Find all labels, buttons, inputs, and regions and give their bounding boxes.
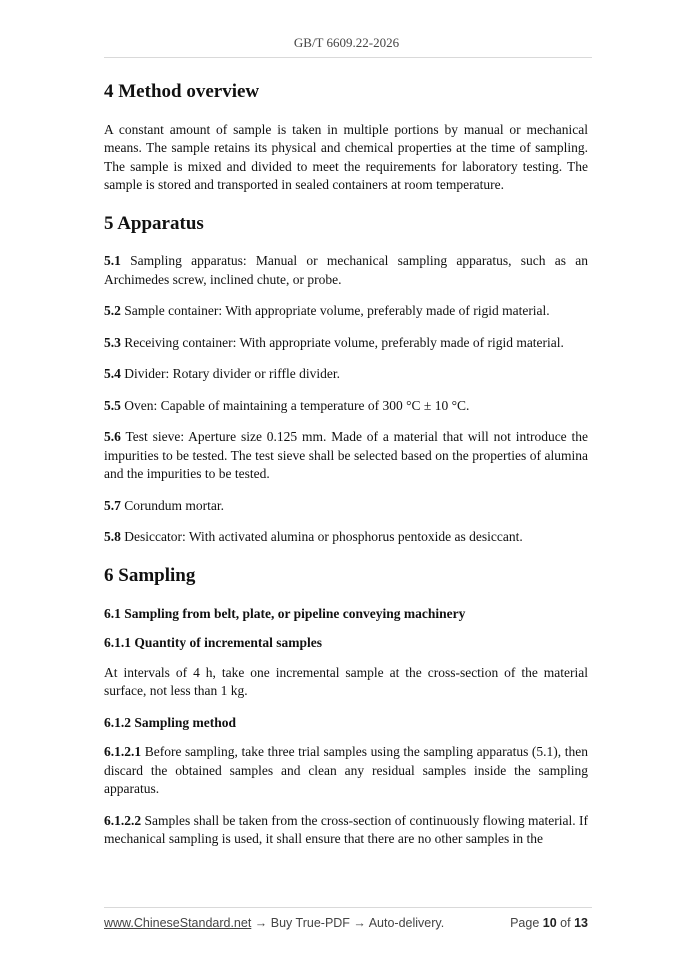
apparatus-item <box>104 302 588 321</box>
of-label: of <box>560 916 571 930</box>
promo-text: → Buy True-PDF → Auto-delivery. <box>251 916 445 930</box>
clause-number: 5.3 <box>104 334 121 350</box>
clause-number: 5.8 <box>104 529 121 545</box>
clause-text: Corundum mortar. <box>120 497 224 513</box>
document-body <box>104 80 588 862</box>
clause-text: Receiving container: With appropriate volume, preferably made of rigid material. <box>120 334 564 350</box>
subsection-6-1-2-heading: 6.1.2 Sampling method <box>104 714 237 730</box>
clause-number: 5.5 <box>104 397 121 413</box>
clause-text: Test sieve: Aperture size 0.125 mm. Made of a material that will not introduce the impurities to be tested. The test sieve shall be selected based on the properties of alumina and the impurities to be tested. <box>104 429 588 482</box>
section-5-heading: 5 Apparatus <box>104 212 204 234</box>
page-current: 10 <box>542 916 557 930</box>
page-indicator <box>510 916 588 930</box>
apparatus-item <box>104 252 588 289</box>
header-divider <box>104 57 592 58</box>
apparatus-item <box>104 428 588 484</box>
page-header <box>0 35 693 51</box>
subsection-6-1-1-heading: 6.1.1 Quantity of incremental samples <box>104 635 322 651</box>
clause-number: 5.6 <box>104 429 121 445</box>
clause-number: 5.4 <box>104 366 121 382</box>
page-label: Page <box>510 916 540 930</box>
clause-number: 5.7 <box>104 497 121 513</box>
footer-divider <box>104 907 592 908</box>
subsection-6-1-heading: 6.1 Sampling from belt, plate, or pipeline conveying machinery <box>104 605 466 621</box>
apparatus-item <box>104 397 588 416</box>
site-link[interactable]: www.ChineseStandard.net <box>104 916 252 930</box>
clause-text: Divider: Rotary divider or riffle divider. <box>120 366 340 382</box>
clause-text: Samples shall be taken from the cross-section of continuously flowing material. If mechanical sampling is used, it shall ensure that there are no other samples in the <box>104 812 588 847</box>
section-4-heading: 4 Method overview <box>104 81 260 102</box>
clause-text: Sample container: With appropriate volume, preferably made of rigid material. <box>120 303 550 319</box>
clause-number: 5.1 <box>104 253 121 269</box>
subsection-6-1-1-paragraph: At intervals of 4 h, take one incremental sample at the cross-section of the material surface, not less than 1 kg. <box>104 664 588 699</box>
apparatus-item <box>104 497 588 516</box>
sampling-clause <box>104 743 588 799</box>
clause-text: Oven: Capable of maintaining a temperature of 300 °C ± 10 °C. <box>120 397 470 413</box>
section-6-heading: 6 Sampling <box>104 564 196 586</box>
apparatus-item <box>104 528 588 547</box>
footer-promo <box>104 916 444 930</box>
standard-code: GB/T 6609.22-2026 <box>293 35 400 50</box>
clause-number: 5.2 <box>104 303 121 319</box>
clause-number: 6.1.2.1 <box>104 744 142 760</box>
clause-text: Sampling apparatus: Manual or mechanical sampling apparatus, such as an Archimedes screw, inclined chute, or probe. <box>104 253 588 287</box>
apparatus-item <box>104 365 588 384</box>
sampling-clause <box>104 812 588 849</box>
clause-number: 6.1.2.2 <box>104 812 142 828</box>
clause-text: Before sampling, take three trial samples using the sampling apparatus (5.1), then discard the obtained samples and clean any residual samples inside the sampling apparatus. <box>104 744 588 797</box>
page-total: 13 <box>574 916 588 930</box>
clause-text: Desiccator: With activated alumina or phosphorus pentoxide as desiccant. <box>120 529 523 545</box>
apparatus-item <box>104 334 588 353</box>
section-4-paragraph: A constant amount of sample is taken in multiple portions by manual or mechanical means. The sample retains its physical and chemical properties at the time of sampling. The sample is mixed and divided to meet the requirements for laboratory testing. The sample is stored and transported in sealed containers at room temperature. <box>104 121 588 193</box>
